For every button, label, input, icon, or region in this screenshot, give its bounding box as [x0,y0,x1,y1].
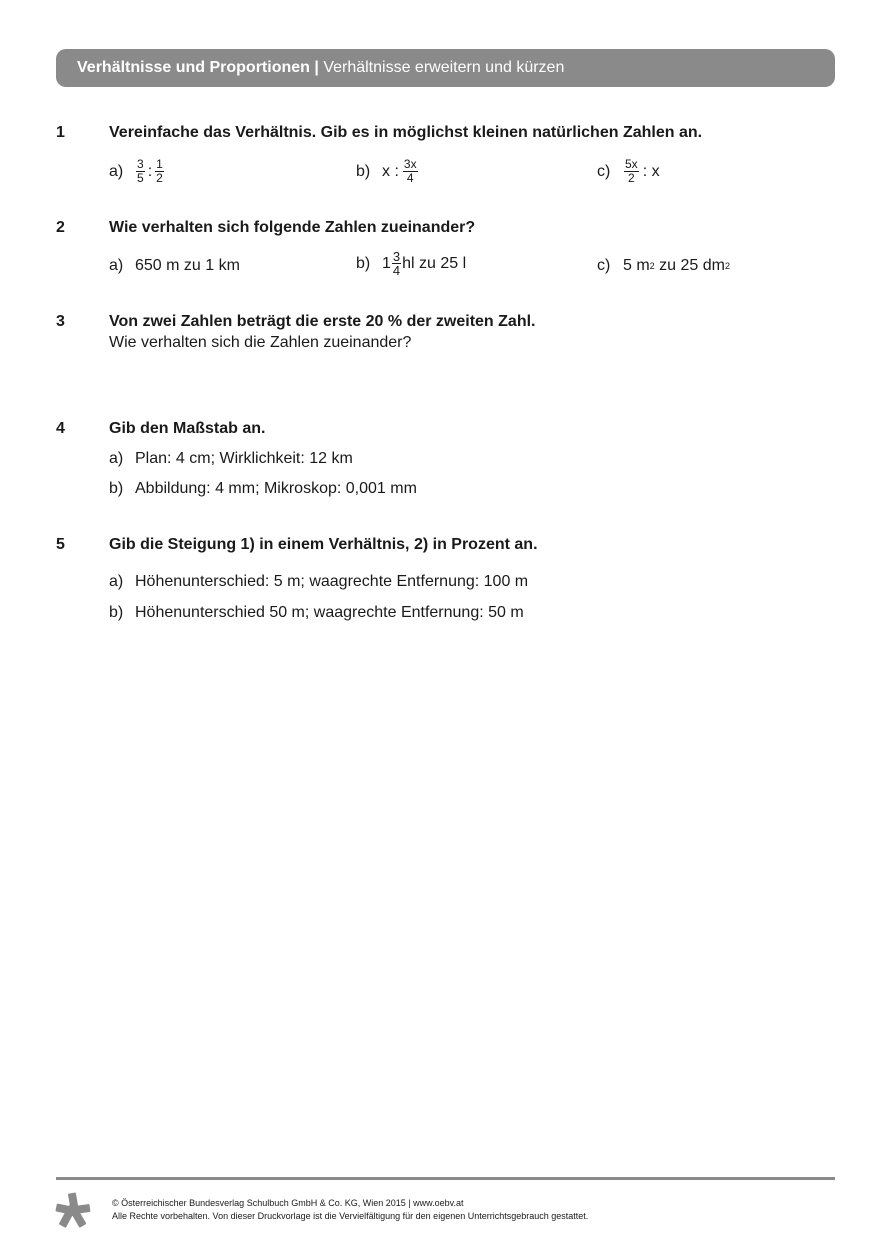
task-4-item-b [109,480,417,498]
task-2-title: Wie verhalten sich folgende Zahlen zueinander? [109,219,476,236]
item-text: Plan: 4 cm; Wirklichkeit: 12 km [135,450,353,467]
task-4-number: 4 [56,420,65,437]
fraction [624,158,639,185]
task-1-item-c [597,158,660,185]
fraction-denominator: 2 [628,171,635,185]
task-3-title: Von zwei Zahlen beträgt die erste 20 % der zweiten Zahl. [109,313,536,330]
task-1-item-a [109,158,165,185]
fraction-numerator: 3 [137,157,144,171]
footer-line-1: © Österreichischer Bundesverlag Schulbuch GmbH & Co. KG, Wien 2015 | www.oebv.at [112,1198,464,1208]
footer-line-2: Alle Rechte vorbehalten. Von dieser Druckvorlage ist die Vervielfältigung für den eigenen Unterrichtsgebrauch gestattet. [112,1211,589,1221]
task-5-title: Gib die Steigung 1) in einem Verhältnis, 2) in Prozent an. [109,536,538,553]
task-1-item-b [356,158,419,185]
task-2-number: 2 [56,219,65,236]
item-text: 650 m zu 1 km [135,257,240,274]
item-text-part: zu 25 dm [654,257,725,274]
item-label: a) [109,162,124,180]
item-label: b) [356,254,371,272]
fraction-denominator: 4 [392,263,401,278]
task-3-subtitle: Wie verhalten sich die Zahlen zueinander? [109,334,412,351]
task-1-title: Vereinfache das Verhältnis. Gib es in möglichst kleinen natürlichen Zahlen an. [109,124,703,141]
ratio-colon: : [147,162,153,180]
header-subtitle: Verhältnisse erweitern und kürzen [323,59,565,76]
task-5-item-b [109,604,524,622]
fraction-denominator: 5 [137,171,144,185]
item-label: a) [109,257,124,274]
task-5-number: 5 [56,536,65,553]
item-label: c) [597,162,611,180]
fraction [392,250,401,277]
footer-copyright [112,1197,588,1223]
item-text-part: 5 m [623,257,650,274]
task-2-item-b [356,250,466,277]
item-text: Abbildung: 4 mm; Mikroskop: 0,001 mm [135,480,417,497]
header-separator: | [314,59,319,76]
item-label: c) [597,257,611,274]
fraction-numerator: 3 [392,249,401,264]
item-label: b) [109,480,124,497]
header-title: Verhältnisse und Proportionen [77,59,310,76]
item-suffix: : x [642,162,660,180]
task-4-item-a [109,450,353,468]
item-label: a) [109,573,124,590]
task-3-number: 3 [56,313,65,330]
fraction [136,158,145,185]
task-4-title: Gib den Maßstab an. [109,420,266,437]
fraction-denominator: 2 [156,171,163,185]
item-label: b) [356,162,371,180]
fraction [155,158,164,185]
fraction-numerator: 1 [156,157,163,171]
task-2-item-a [109,257,240,275]
item-label: a) [109,450,124,467]
fraction-numerator: 5x [625,157,638,171]
footer-divider [56,1177,835,1180]
task-1-number: 1 [56,124,65,141]
fraction [403,158,418,185]
item-suffix: hl zu 25 l [402,254,467,272]
task-2-item-c: c) 5 m 2 zu 25 dm 2 [597,257,730,274]
item-label: b) [109,604,124,621]
mixed-number-whole: 1 [382,254,391,272]
fraction-numerator: 3x [403,157,417,171]
item-text: Höhenunterschied 50 m; waagrechte Entfernung: 50 m [135,604,524,621]
item-prefix: x : [382,162,399,180]
item-text: Höhenunterschied: 5 m; waagrechte Entfernung: 100 m [135,573,529,590]
fraction-denominator: 4 [406,171,414,185]
oebv-asterisk-logo-icon [55,1192,91,1228]
task-5-item-a [109,573,528,591]
header-bar [56,49,835,87]
